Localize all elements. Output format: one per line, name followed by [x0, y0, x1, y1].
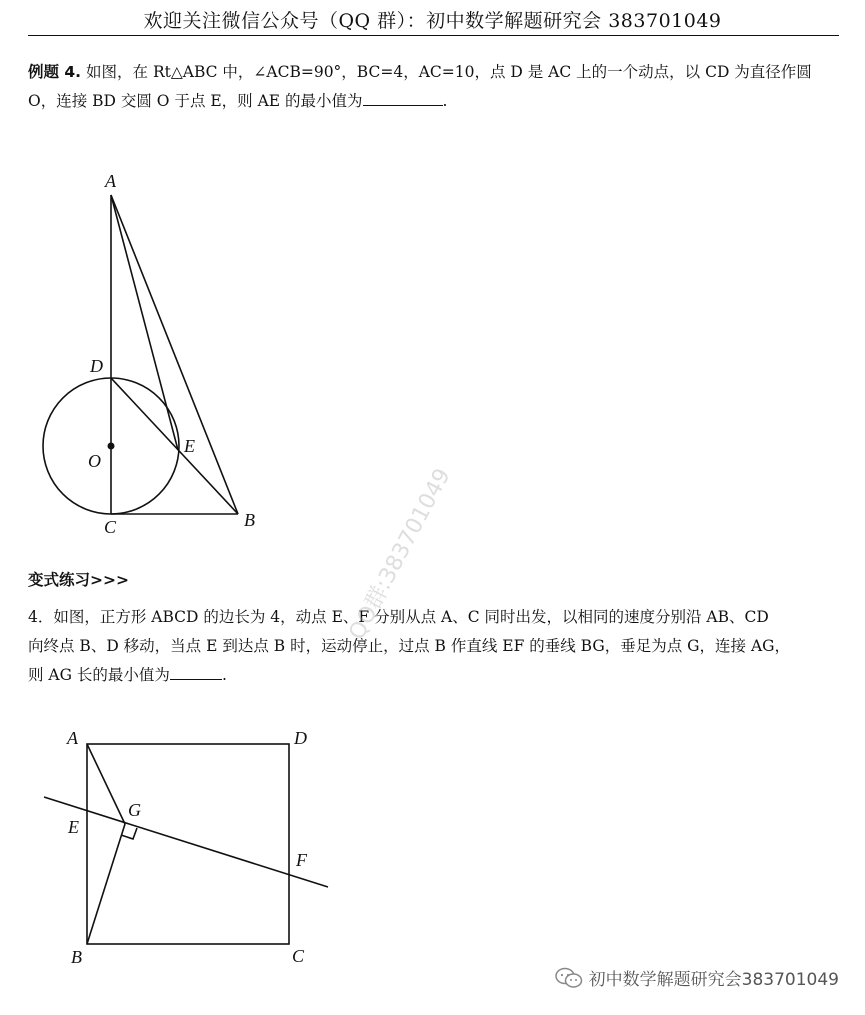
- watermark: QQ群:383701049: [344, 464, 456, 645]
- example-problem: [28, 58, 840, 116]
- example-text-2: O，连接 BD 交圆 O 于点 E，则 AE 的最小值为: [28, 92, 363, 110]
- section-title: 变式练习>>>: [28, 571, 129, 589]
- label-E: E: [184, 436, 195, 456]
- example-text-1: 如图，在 Rt△ABC 中，∠ACB=90°，BC=4，AC=10，点 D 是 AC 上的一个动点，以 CD 为直径作圆: [86, 63, 812, 81]
- label-F: F: [296, 850, 307, 870]
- exercise-line-3: [28, 661, 840, 690]
- label-C: C: [104, 517, 117, 537]
- footer-wechat-mark: [555, 965, 839, 990]
- segment-AE: [111, 195, 178, 450]
- exercise-line-2: 向终点 B、D 移动，当点 E 到达点 B 时，运动停止，过点 B 作直线 EF 的垂线 BG，垂足为点 G，连接 AG，: [28, 637, 791, 655]
- label-A2: A: [67, 728, 78, 748]
- square-ABCD: [87, 744, 289, 944]
- wechat-icon: [555, 967, 583, 989]
- exercise-text-3: 则 AG 长的最小值为: [28, 666, 170, 684]
- answer-blank[interactable]: [363, 89, 443, 106]
- example-line-2: [28, 87, 840, 116]
- exercise-text-3-end: .: [221, 666, 227, 684]
- example-line-1: [28, 58, 840, 87]
- label-B2: B: [71, 947, 82, 967]
- exercise-answer-blank[interactable]: [170, 663, 222, 680]
- label-C2: C: [292, 946, 305, 966]
- example-text-2-end: .: [442, 92, 448, 110]
- label-B: B: [244, 510, 255, 530]
- label-D2: D: [294, 728, 307, 748]
- segment-BG: [87, 824, 125, 944]
- label-E2: E: [68, 817, 79, 837]
- example-label: 例题 4.: [28, 63, 82, 81]
- exercise-line-1: 4．如图，正方形 ABCD 的边长为 4，动点 E、F 分别从点 A、C 同时出发，以相同的速度分别沿 AB、CD: [28, 608, 769, 626]
- label-G: G: [128, 800, 141, 820]
- label-O: O: [88, 451, 101, 471]
- figure-1-triangle-circle: [0, 160, 300, 550]
- exercise-problem: [28, 603, 840, 690]
- center-point-O: [108, 443, 115, 450]
- footer-text: 初中数学解题研究会383701049: [588, 970, 839, 990]
- figure-2-square: [0, 720, 360, 970]
- segment-AB: [111, 195, 238, 514]
- label-A: A: [105, 171, 116, 191]
- page-header: 欢迎关注微信公众号（QQ 群）：初中数学解题研究会 383701049: [143, 10, 722, 32]
- header-divider: [28, 35, 839, 36]
- label-D: D: [90, 356, 103, 376]
- segment-DB: [111, 378, 238, 514]
